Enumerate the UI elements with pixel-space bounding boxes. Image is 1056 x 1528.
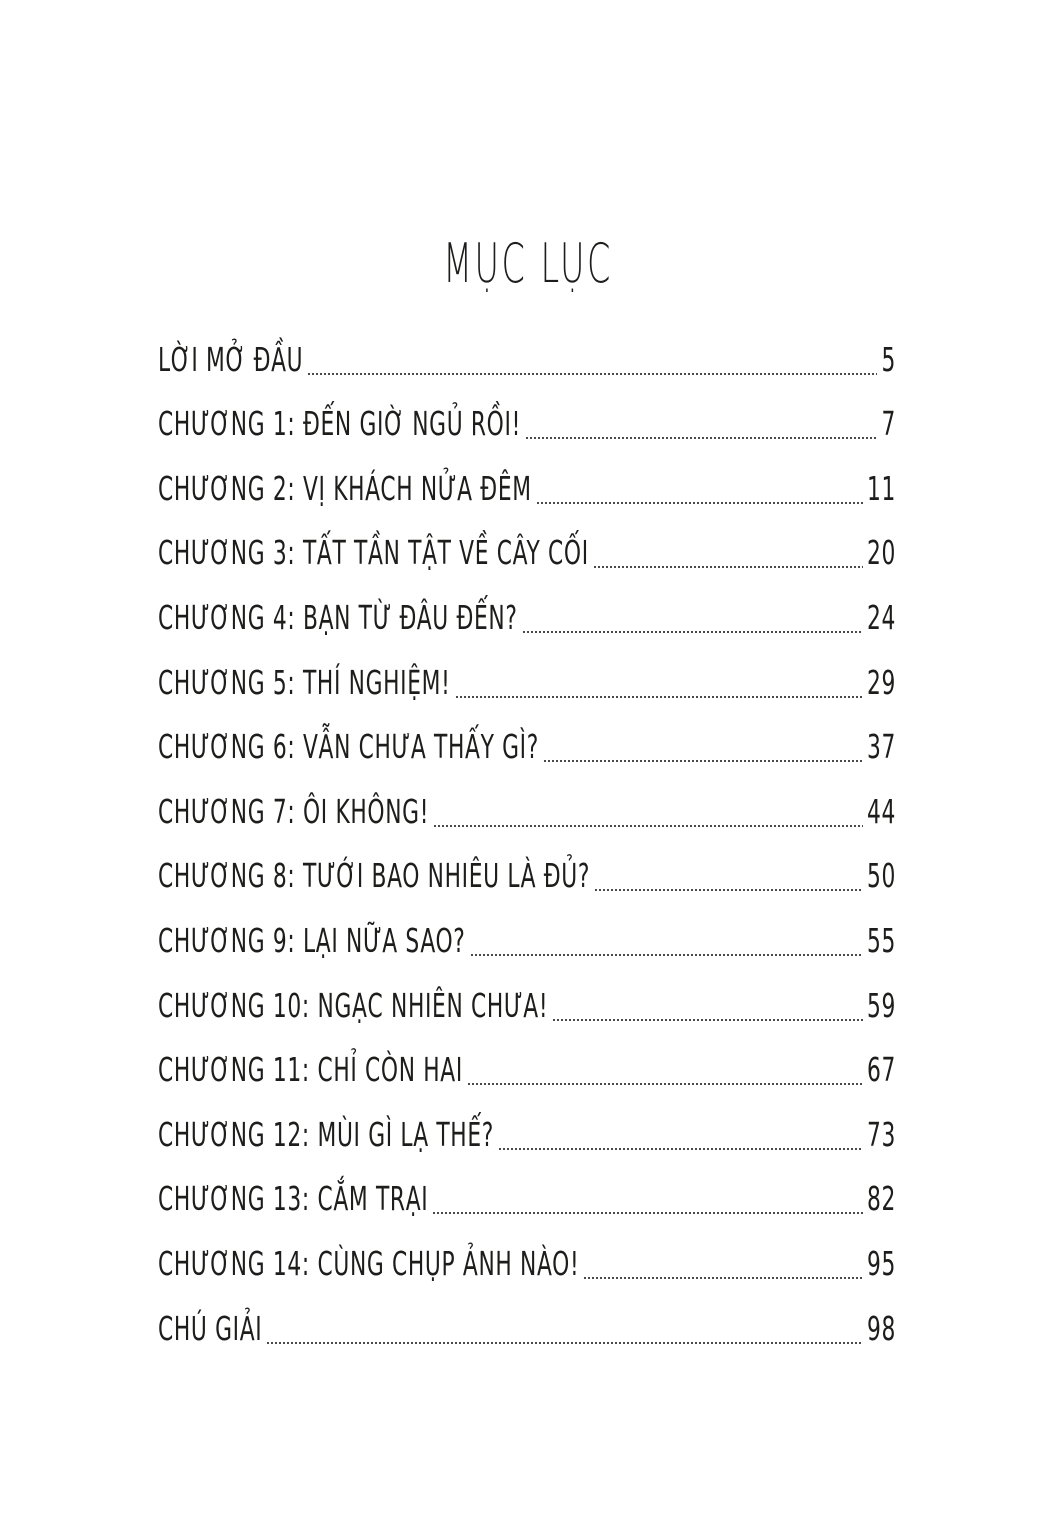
toc-entry-page-number: 98 xyxy=(866,1308,896,1348)
toc-entry-label: CHƯƠNG 11: CHỈ CÒN HAI xyxy=(158,1050,463,1090)
dot-leader xyxy=(266,1342,863,1344)
dot-leader xyxy=(467,1083,863,1085)
toc-entry-page-number: 24 xyxy=(866,597,896,637)
toc-entry xyxy=(158,1293,896,1358)
dot-leader xyxy=(498,1148,863,1150)
toc-entry xyxy=(158,324,896,389)
toc-entry-label: CHƯƠNG 3: TẤT TẦN TẬT VỀ CÂY CỐI xyxy=(158,533,589,573)
toc-entry xyxy=(158,582,896,647)
dot-leader xyxy=(536,502,863,504)
toc-entry-label: LỜI MỞ ĐẦU xyxy=(158,339,304,379)
toc-entry-page-number: 50 xyxy=(866,856,896,896)
toc-entry xyxy=(158,776,896,841)
toc-entry-label: CHƯƠNG 1: ĐẾN GIỜ NGỦ RỒI! xyxy=(158,404,521,444)
toc-entry xyxy=(158,647,896,712)
dot-leader xyxy=(307,373,877,375)
toc-entry xyxy=(158,1228,896,1293)
toc-entry-label: CHƯƠNG 5: THÍ NGHIỆM! xyxy=(158,662,451,702)
page-title: MỤC LỤC xyxy=(443,232,613,296)
toc-entry xyxy=(158,1035,896,1100)
toc-entry-label: CHÚ GIẢI xyxy=(158,1308,263,1348)
toc-entry-page-number: 67 xyxy=(866,1050,896,1090)
dot-leader xyxy=(594,889,863,891)
toc-entry xyxy=(158,453,896,518)
dot-leader xyxy=(583,1277,863,1279)
dot-leader xyxy=(432,1212,863,1214)
toc-entry-label: CHƯƠNG 2: VỊ KHÁCH NỬA ĐÊM xyxy=(158,468,532,508)
toc-entry-page-number: 29 xyxy=(866,662,896,702)
toc-entry-page-number: 20 xyxy=(866,533,896,573)
toc-entry-label: CHƯƠNG 14: CÙNG CHỤP ẢNH NÀO! xyxy=(158,1243,580,1283)
toc-entry xyxy=(158,389,896,454)
toc-entry xyxy=(158,905,896,970)
toc-entry-page-number: 7 xyxy=(881,404,896,444)
toc-entry-label: CHƯƠNG 12: MÙI GÌ LẠ THẾ? xyxy=(158,1114,494,1154)
toc-entry xyxy=(158,518,896,583)
dot-leader xyxy=(552,1019,863,1021)
toc-entry-label: CHƯƠNG 7: ÔI KHÔNG! xyxy=(158,791,430,831)
toc-entry-page-number: 5 xyxy=(881,339,896,379)
toc-entry-page-number: 11 xyxy=(866,468,896,508)
toc-entry-page-number: 73 xyxy=(866,1114,896,1154)
toc-entry-page-number: 59 xyxy=(866,985,896,1025)
toc-entry xyxy=(158,712,896,777)
dot-leader xyxy=(522,631,863,633)
dot-leader xyxy=(455,696,863,698)
dot-leader xyxy=(525,437,878,439)
toc-entry-page-number: 37 xyxy=(866,727,896,767)
toc-entry xyxy=(158,1164,896,1229)
toc-entry-page-number: 82 xyxy=(866,1179,896,1219)
toc-entry-page-number: 55 xyxy=(866,920,896,960)
dot-leader xyxy=(543,760,863,762)
toc-entry xyxy=(158,1099,896,1164)
toc-entry-label: CHƯƠNG 10: NGẠC NHIÊN CHƯA! xyxy=(158,985,549,1025)
toc-entry-label: CHƯƠNG 8: TƯỚI BAO NHIÊU LÀ ĐỦ? xyxy=(158,856,591,896)
toc-entry-label: CHƯƠNG 4: BẠN TỪ ĐÂU ĐẾN? xyxy=(158,597,518,637)
toc-entry-label: CHƯƠNG 13: CẮM TRẠI xyxy=(158,1179,429,1219)
toc-entry-label: CHƯƠNG 9: LẠI NỮA SAO? xyxy=(158,920,466,960)
toc-entry xyxy=(158,841,896,906)
dot-leader xyxy=(470,954,863,956)
toc-entry xyxy=(158,970,896,1035)
toc-entry-page-number: 44 xyxy=(866,791,896,831)
table-of-contents xyxy=(158,324,896,1358)
dot-leader xyxy=(433,825,863,827)
dot-leader xyxy=(593,566,863,568)
toc-entry-label: CHƯƠNG 6: VẪN CHƯA THẤY GÌ? xyxy=(158,727,539,767)
toc-entry-page-number: 95 xyxy=(866,1243,896,1283)
